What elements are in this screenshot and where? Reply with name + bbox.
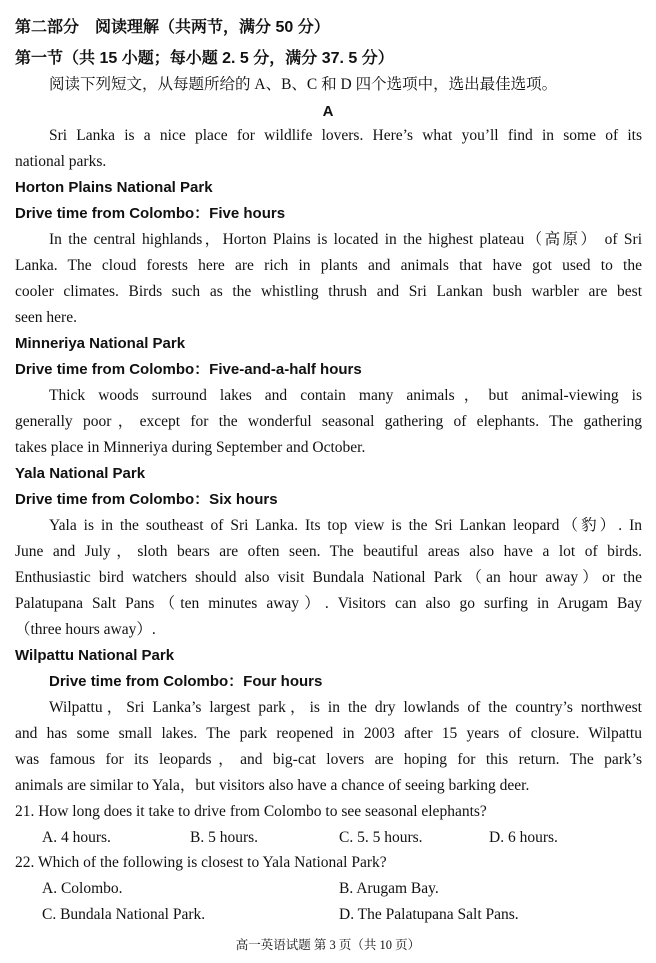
paragraph-line: Enthusiastic bird watchers should also visit Bundala National Park（an hour away）or the bbox=[15, 569, 642, 586]
drive-time: Drive time from Colombo：Six hours bbox=[15, 491, 278, 508]
park-heading: Horton Plains National Park bbox=[15, 179, 213, 196]
answer-option[interactable]: A. Colombo. bbox=[42, 880, 123, 897]
answer-option[interactable]: A. 4 hours. bbox=[42, 829, 111, 846]
part-title: 第二部分 阅读理解（共两节，满分 50 分） bbox=[15, 19, 330, 36]
paragraph-line: June and July，sloth bears are often seen. The beautiful areas also have a lot of birds. bbox=[15, 543, 642, 560]
paragraph-line: seen here. bbox=[15, 309, 77, 326]
paragraph-line: and has some small lakes. The park reopened in 2003 after 15 years of closure. Wilpattu bbox=[15, 725, 642, 742]
section-title: 第一节（共 15 小题；每小题 2. 5 分，满分 37. 5 分） bbox=[15, 50, 394, 67]
page-footer: 高一英语试题 第 3 页（共 10 页） bbox=[235, 938, 421, 952]
paragraph-line: Lanka. The cloud forests here are rich in plants and animals that have got used to the bbox=[15, 257, 642, 274]
answer-option[interactable]: C. Bundala National Park. bbox=[42, 906, 206, 923]
paragraph-line: was famous for its leopards，and big-cat lovers are hoping for this return. The park’s bbox=[15, 751, 642, 768]
drive-time: Drive time from Colombo：Five-and-a-half hours bbox=[15, 361, 362, 378]
intro-line: national parks. bbox=[15, 153, 107, 170]
answer-option[interactable]: B. Arugam Bay. bbox=[339, 880, 439, 897]
paragraph-line: Wilpattu，Sri Lanka’s largest park，is in the dry lowlands of the country’s northwest bbox=[49, 699, 642, 716]
paragraph-line: cooler climates. Birds such as the whistling thrush and Sri Lankan bush warbler are best bbox=[15, 283, 642, 300]
paragraph-line: Thick woods surround lakes and contain many animals，but animal-viewing is bbox=[49, 387, 642, 404]
paragraph-line: animals are similar to Yala，but visitors also have a chance of seeing barking deer. bbox=[15, 777, 530, 794]
paragraph-line: generally poor，except for the wonderful seasonal gathering of elephants. The gathering bbox=[15, 413, 642, 430]
drive-time: Drive time from Colombo：Five hours bbox=[15, 205, 286, 222]
passage-letter: A bbox=[322, 103, 334, 120]
instruction: 阅读下列短文，从每题所给的 A、B、C 和 D 四个选项中，选出最佳选项。 bbox=[49, 76, 558, 93]
intro-line: Sri Lanka is a nice place for wildlife lovers. Here’s what you’ll find in some of its bbox=[49, 127, 642, 144]
question-stem: 22. Which of the following is closest to Yala National Park? bbox=[15, 854, 387, 871]
answer-option[interactable]: D. 6 hours. bbox=[489, 829, 558, 846]
paragraph-line: Yala is in the southeast of Sri Lanka. Its top view is the Sri Lankan leopard（豹）. In bbox=[49, 517, 642, 534]
drive-time: Drive time from Colombo：Four hours bbox=[49, 673, 323, 690]
paragraph-line: takes place in Minneriya during September and October. bbox=[15, 439, 366, 456]
paragraph-line: （three hours away）. bbox=[15, 621, 156, 638]
answer-option[interactable]: D. The Palatupana Salt Pans. bbox=[339, 906, 519, 923]
question-stem: 21. How long does it take to drive from Colombo to see seasonal elephants? bbox=[15, 803, 487, 820]
paragraph-line: Palatupana Salt Pans（ten minutes away）. Visitors can also go surfing in Arugam Bay bbox=[15, 595, 642, 612]
park-heading: Wilpattu National Park bbox=[15, 647, 175, 664]
paragraph-line: In the central highlands，Horton Plains is located in the highest plateau（高原） of Sri bbox=[49, 231, 642, 248]
answer-option[interactable]: B. 5 hours. bbox=[190, 829, 259, 846]
answer-option[interactable]: C. 5. 5 hours. bbox=[339, 829, 423, 846]
park-heading: Minneriya National Park bbox=[15, 335, 186, 352]
park-heading: Yala National Park bbox=[15, 465, 146, 482]
